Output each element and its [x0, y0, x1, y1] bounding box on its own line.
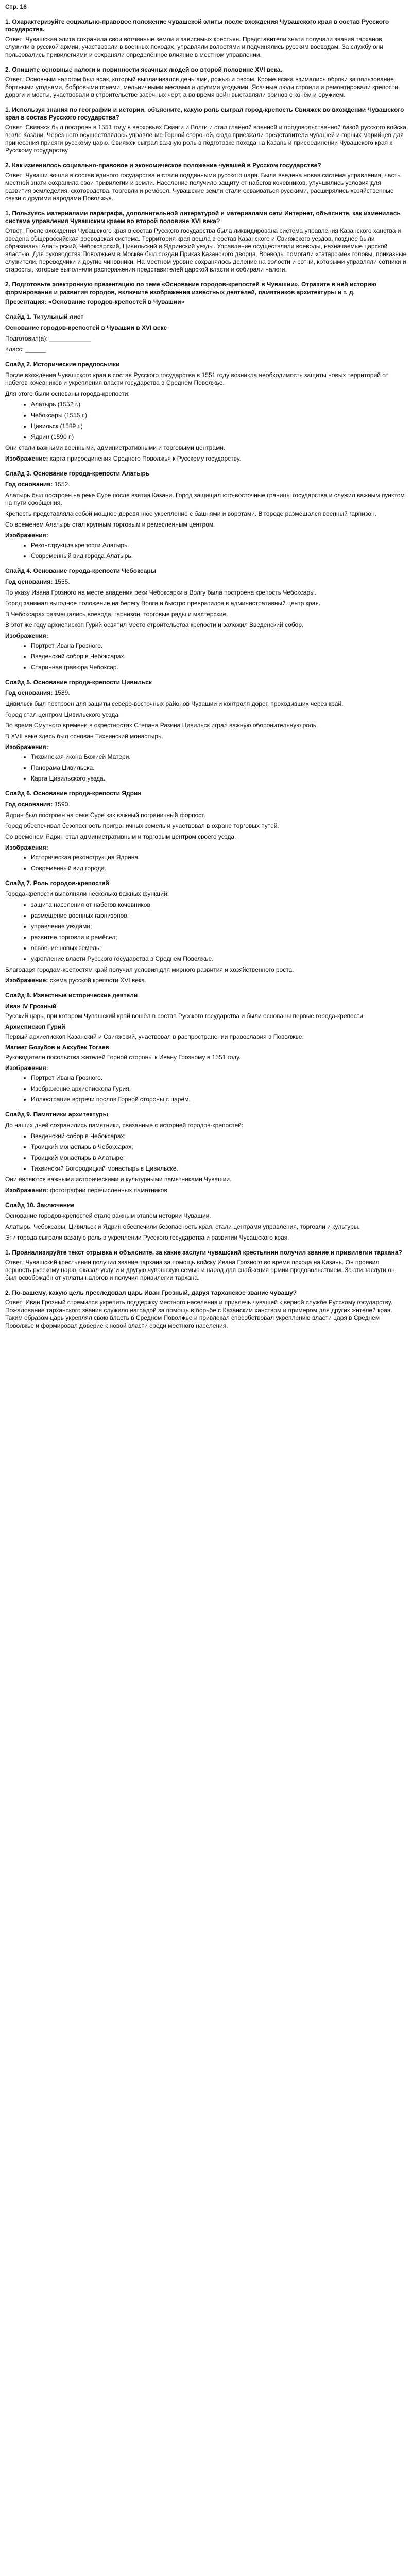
person-name: Магмет Бозубов и Акхубек Тогаев: [5, 1044, 109, 1051]
slide-1: [5, 313, 407, 353]
slide-9: [5, 1111, 407, 1194]
image-text: схема русской крепости XVI века.: [49, 977, 147, 984]
images-list: [5, 1074, 407, 1104]
person-description: Первый архиепископ Казанский и Свияжский, участвовал в распространении православия в Поволжье.: [5, 1033, 304, 1040]
images-list: [5, 541, 407, 560]
slide-paragraph: Алатырь, Чебоксары, Цивильск и Ядрин обеспечили безопасность края, стали центрами управления, торговли и культуры.: [5, 1223, 360, 1230]
person-name: Архиепископ Гурий: [5, 1023, 65, 1030]
question-title: 1. Пользуясь материалами параграфа, дополнительной литературой и материалами сети Интернет, объясните, как изменилась система управления Чувашским краем во второй половине XVI века?: [5, 210, 401, 225]
city-list: [5, 401, 407, 441]
founded-label: Год основания:: [5, 481, 53, 488]
question-title: 1. Проанализируйте текст отрывка и объясните, за какие заслуги чувашский крестьянин получил звание и привилегии тархана?: [5, 1249, 402, 1256]
person-description: Руководители посольства жителей Горной стороны к Ивану Грозному в 1551 году.: [5, 1054, 241, 1061]
founded-line: [5, 801, 407, 808]
slide-4: [5, 567, 407, 671]
founded-label: Год основания:: [5, 801, 53, 808]
question-title: 2. Опишите основные налоги и повинности ясачных людей во второй половине XVI века.: [5, 66, 282, 73]
presentation-heading: Презентация: «Основание городов-крепостей в Чувашии»: [5, 298, 185, 306]
slide-title: Слайд 4. Основание города-крепости Чебоксары: [5, 567, 157, 574]
slide-paragraph: Алатырь был построен на реке Суре после взятия Казани. Город защищал юго-восточные границы государства и служил важным пунктом на пути сообщения.: [5, 492, 405, 506]
images-label: Изображения:: [5, 844, 48, 851]
slide-title: Слайд 10. Заключение: [5, 1201, 75, 1209]
slide-title: Слайд 2. Исторические предпосылки: [5, 361, 120, 368]
slide-paragraph: По указу Ивана Грозного на месте владения реки Чебоксарки в Волгу была построена крепость Чебоксары.: [5, 589, 317, 596]
image-text: карта присоединения Среднего Поволжья к Русскому государству.: [49, 455, 241, 462]
list-item: • управление уездами;: [31, 923, 407, 930]
slide-title: Слайд 7. Роль городов-крепостей: [5, 879, 109, 887]
answer-text: Ответ: Иван Грозный стремился укрепить поддержку местного населения и привлечь чувашей к верной службе Русскому государству. Пожалование тарханского звания служило наградой за помощь в борьбе с Казанским ханством и примером для других жителей края. Таким образом царь укреплял свою власть в Среднем Поволжье и привлекал способствовал укреплению власти царя в Среднем Поволжье и формировал доверие к новой власти среди местного населения.: [5, 1299, 392, 1329]
list-item: • Троицкий монастырь в Чебоксарах;: [31, 1143, 407, 1151]
slide-paragraph: Они стали важными военными, административными и торговыми центрами.: [5, 444, 226, 451]
answer-text: Ответ: Основным налогом был ясак, который выплачивался деньгами, рожью и овсом. Кроме ясака взимались оброки за пользование бортными угодьями, бобровыми гонами, мельничными местами и другими угодьями. Ясачные люди строили и ремонтировали крепости, дороги и мосты, участвовали в строительстве засечных черт, а во время войн выставляли воинов с конём и оружием.: [5, 76, 400, 98]
image-line: [5, 977, 407, 985]
list-item: • Троицкий монастырь в Алатыре;: [31, 1154, 407, 1162]
list-item: • Современный вид города Алатырь.: [31, 552, 407, 560]
author-line: Подготовил(а): ____________: [5, 335, 91, 342]
image-line: [5, 1187, 407, 1194]
founded-year: 1552.: [54, 481, 70, 488]
slide-paragraph: В этот же году архиепископ Гурий освятил место строительства крепости и заложил Введенский собор.: [5, 621, 304, 629]
answer-text: Ответ: Чуваши вошли в состав единого государства и стали подданными русского царя. Была введена новая система управления, часть местной знати сохранила свои привилегии и земли. Население получило защиту от набегов кочевников, улучшились условия для развития земледелия, скотоводства, торговли и ремёсел. Чувашские земли стали осваиваться русскими, расширялись хозяйственные связи с другими народами Поволжья.: [5, 172, 401, 202]
images-list: [5, 753, 407, 783]
slide-10: [5, 1201, 407, 1242]
images-label: Изображения:: [5, 1064, 48, 1072]
founded-line: [5, 578, 407, 586]
image-text: фотографии перечисленных памятников.: [50, 1187, 169, 1194]
slide-7: [5, 879, 407, 985]
slide-8: [5, 992, 407, 1104]
images-label: Изображения:: [5, 532, 48, 539]
slide-title: Слайд 8. Известные исторические деятели: [5, 992, 138, 999]
founded-label: Год основания:: [5, 578, 53, 585]
question-title: 1. Охарактеризуйте социально-правовое положение чувашской элиты после вхождения Чувашского края в состав Русского государства.: [5, 18, 389, 33]
slide-title: Слайд 1. Титульный лист: [5, 313, 84, 320]
question-block: [5, 162, 407, 202]
slide-paragraph: Они являются важными историческими и культурными памятниками Чувашии.: [5, 1176, 232, 1183]
list-item: • Портрет Ивана Грозного.: [31, 1074, 407, 1082]
question-title: 1. Используя знания по географии и истории, объясните, какую роль сыграл город-крепость Свияжск во вхождении Чувашского края в состав Русского государства?: [5, 106, 404, 121]
slide-paragraph: Во время Смутного времени в окрестностях Степана Разина Цивильск играл важную оборонительную роль.: [5, 722, 318, 729]
slide-subtitle: Основание городов-крепостей в Чувашии в XVI веке: [5, 324, 167, 331]
list-item: • Карта Цивильского уезда.: [31, 775, 407, 783]
slide-title: Слайд 9. Памятники архитектуры: [5, 1111, 108, 1118]
answer-text: Ответ: Чувашская элита сохранила свои вотчинные земли и зависимых крестьян. Представители знати получали звания тарханов, служили в русской армии, участвовали в военных походах, управляли волостями и подчинялись русским воеводам. За службу они пользовались привилегиями и сохраняли определённое влияние в местном управлении.: [5, 36, 384, 58]
list-item: • Старинная гравюра Чебоксар.: [31, 664, 407, 671]
list-item: • Тихвинский Богородицкий монастырь в Цивильске.: [31, 1165, 407, 1173]
list-item: • Введенский собор в Чебоксарах;: [31, 1132, 407, 1140]
slide-title: Слайд 3. Основание города-крепости Алатырь: [5, 470, 150, 477]
list-item: • Цивильск (1589 г.): [31, 422, 407, 430]
question-title: 2. Как изменилось социально-правовое и экономическое положение чувашей в Русском государстве?: [5, 162, 321, 169]
list-item: • Изображение архиепископа Гурия.: [31, 1085, 407, 1093]
slide-paragraph: В Чебоксарах размещались воевода, гарнизон, торговые ряды и мастерские.: [5, 611, 228, 618]
list-item: • укрепление власти Русского государства в Среднем Поволжье.: [31, 955, 407, 963]
list-item: • Ядрин (1590 г.): [31, 433, 407, 441]
question-block: [5, 106, 407, 155]
class-line: Класс: ______: [5, 346, 46, 353]
question-block: [5, 210, 407, 274]
slide-paragraph: Ядрин был построен на реке Суре как важный пограничный форпост.: [5, 811, 205, 819]
image-line: [5, 455, 407, 463]
slide-paragraph: Крепость представляла собой мощное деревянное укрепление с башнями и воротами. В городе размещался военный гарнизон.: [5, 510, 376, 517]
founded-year: 1590.: [54, 801, 70, 808]
question-title: 2. Подготовьте электронную презентацию по теме «Основание городов-крепостей в Чувашии». Отразите в ней историю формирования и развития городов, включите изображения известных деятелей, памятников архитектуры и т. д.: [5, 281, 377, 296]
person-name: Иван IV Грозный: [5, 1003, 57, 1010]
list-item: • Панорама Цивильска.: [31, 764, 407, 772]
images-label: Изображения:: [5, 632, 48, 639]
question-block: [5, 1249, 407, 1282]
person-description: Русский царь, при котором Чувашский край вошёл в состав Русского государства и были основаны первые города-крепости.: [5, 1012, 365, 1020]
slide-paragraph: Благодаря городам-крепостям край получил условия для мирного развития и хозяйственного роста.: [5, 966, 294, 973]
page-number-header: Стр. 16: [5, 3, 27, 10]
list-item: • Реконструкция крепости Алатырь.: [31, 541, 407, 549]
founded-label: Год основания:: [5, 689, 53, 697]
question-block: [5, 1289, 407, 1330]
slide-paragraph: Со временем Ядрин стал административным и торговым центром своего уезда.: [5, 833, 236, 840]
image-label: Изображение:: [5, 977, 48, 984]
slide-paragraph: Город стал центром Цивильского уезда.: [5, 711, 121, 718]
slide-3: [5, 470, 407, 560]
slide-paragraph: До наших дней сохранились памятники, связанные с историей городов-крепостей:: [5, 1122, 244, 1129]
slide-6: [5, 790, 407, 872]
slide-paragraph: Город занимал выгодное положение на берегу Волги и быстро превратился в административный центр края.: [5, 600, 321, 607]
images-label: Изображения:: [5, 1187, 48, 1194]
list-item: • Чебоксары (1555 г.): [31, 412, 407, 419]
slide-paragraph: Для этого были основаны города-крепости:: [5, 390, 130, 397]
list-item: • Историческая реконструкция Ядрина.: [31, 854, 407, 861]
list-item: • Иллюстрация встречи послов Горной стороны с царём.: [31, 1096, 407, 1104]
founded-year: 1555.: [54, 578, 70, 585]
question-title: 2. По-вашему, какую цель преследовал царь Иван Грозный, даруя тарханское звание чувашу?: [5, 1289, 297, 1296]
slide-paragraph: Основание городов-крепостей стало важным этапом истории Чувашии.: [5, 1212, 211, 1219]
list-item: • защита населения от набегов кочевников;: [31, 901, 407, 909]
question-block: [5, 281, 407, 306]
list-item: • размещение военных гарнизонов;: [31, 912, 407, 920]
question-block: [5, 66, 407, 99]
functions-list: [5, 901, 407, 963]
answer-text: Ответ: После вхождения Чувашского края в состав Русского государства была ликвидирована система управления Казанского ханства и введена общероссийская воеводская система. Территория края вошла в состав Казанского и Свияжского уездов, позднее были образованы Алатырский, Чебоксарский, Цивильский и Ядринский уезды. Управление осуществляли воеводы, назначаемые царской властью. Для руководства Поволжьем в Москве был создан Приказ Казанского дворца. Воеводы помогали «татарские» головы, приказные служители, переводчики и другие чиновники. На местном уровне сохранялось деление на волости и сотни, которыми управляли сотники и старосты, которые выполняли распоряжения представителей царской власти и собирали налоги.: [5, 227, 407, 273]
slide-paragraph: Эти города сыграли важную роль в укреплении Русского государства и развитии Чувашского края.: [5, 1234, 289, 1241]
founded-line: [5, 481, 407, 488]
monuments-list: [5, 1132, 407, 1173]
slide-paragraph: В XVII веке здесь был основан Тихвинский монастырь.: [5, 733, 163, 740]
image-label: Изображение:: [5, 455, 48, 462]
slide-title: Слайд 5. Основание города-крепости Цивильск: [5, 679, 152, 686]
images-list: [5, 642, 407, 671]
founded-line: [5, 689, 407, 697]
founded-year: 1589.: [54, 689, 70, 697]
slide-5: [5, 679, 407, 783]
list-item: • освоение новых земель;: [31, 944, 407, 952]
slide-paragraph: Город обеспечивал безопасность приграничных земель и участвовал в охране торговых путей.: [5, 822, 279, 829]
list-item: • Портрет Ивана Грозного.: [31, 642, 407, 650]
list-item: • Современный вид города.: [31, 865, 407, 872]
answer-text: Ответ: Свияжск был построен в 1551 году в верховьях Свияги и Волги и стал главной военной и продовольственной базой русского войска возле Казани. Через него осуществлялось управление Горной стороной, сюда приезжали представители чувашей и горных марийцев для принесения присяги русскому царю. Свияжск сыграл важную роль в подготовке похода на Казань и присоединении Чувашского края к Русскому государству.: [5, 124, 406, 154]
answer-text: Ответ: Чувашский крестьянин получил звание тархана за помощь войску Ивана Грозного во время похода на Казань. Он проявил верность русскому царю, оказал услуги и другую чувашскую семью и народ для снабжения армии продовольствием. За эти заслуги он был освобождён от уплаты налогов и получил привилегии тархана.: [5, 1259, 395, 1281]
list-item: • Введенский собор в Чебоксарах.: [31, 653, 407, 660]
list-item: • Алатырь (1552 г.): [31, 401, 407, 409]
list-item: • развитие торговли и ремёсел;: [31, 934, 407, 941]
slide-2: [5, 361, 407, 463]
list-item: • Тихвинская икона Божией Матери.: [31, 753, 407, 761]
slide-paragraph: Цивильск был построен для защиты северо-восточных районов Чувашии и контроля дорог, проходивших через край.: [5, 700, 344, 707]
images-list: [5, 854, 407, 872]
slide-paragraph: Города-крепости выполняли несколько важных функций:: [5, 890, 169, 897]
question-block: [5, 18, 407, 59]
images-label: Изображения:: [5, 743, 48, 751]
slide-paragraph: Со временем Алатырь стал крупным торговым и ремесленным центром.: [5, 521, 215, 528]
slide-paragraph: После вхождения Чувашского края в состав Русского государства в 1551 году возникла необходимость защиты новых территорий от набегов кочевников и укрепления власти государства в Среднем Поволжье.: [5, 371, 389, 386]
slide-title: Слайд 6. Основание города-крепости Ядрин: [5, 790, 142, 797]
